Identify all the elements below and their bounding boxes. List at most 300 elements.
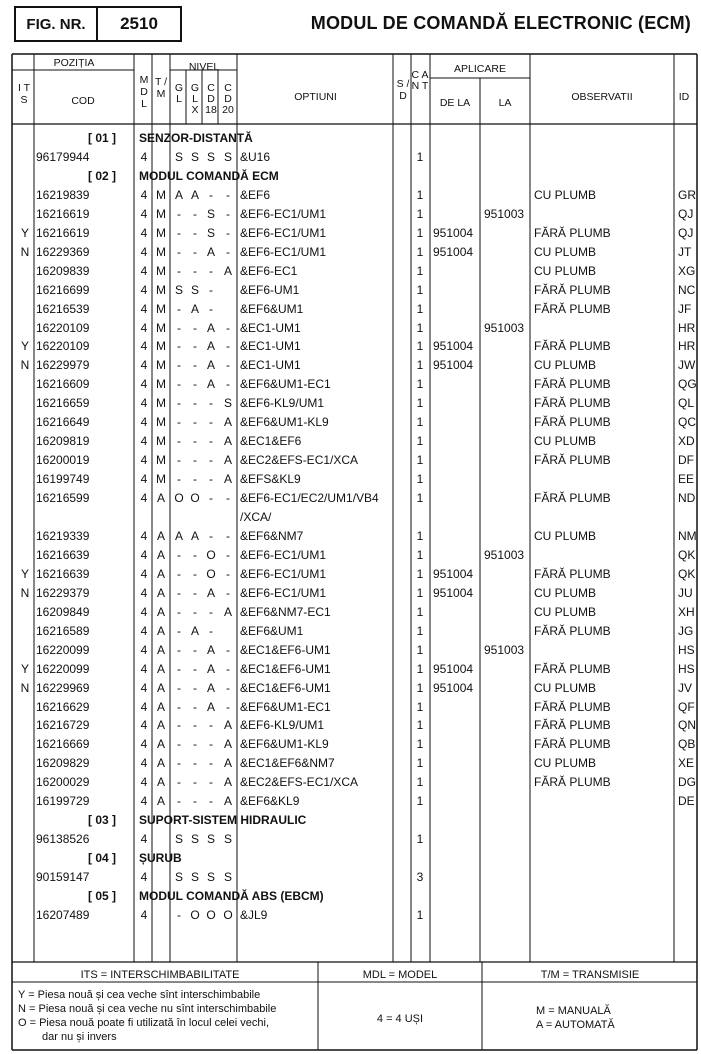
cell-glx: - (193, 339, 197, 354)
cell-cod: 16199749 (36, 472, 90, 487)
cell-cd18: A (206, 661, 215, 676)
section-code: [ 01 ] (87, 131, 116, 145)
cell-cant: 1 (416, 718, 424, 733)
cell-mdl: 4 (140, 358, 148, 373)
cell-opt: &EF6&UM1-KL9 (240, 737, 329, 752)
cell-id: JW (678, 358, 696, 373)
cell-cant: 1 (416, 225, 424, 240)
cell-gl: - (177, 680, 181, 695)
cell-dela: 951004 (433, 680, 474, 695)
header-cd18: C D 18 (205, 82, 217, 116)
legend-o-line2: dar nu și invers (42, 1031, 117, 1043)
cell-id: QN (678, 718, 696, 733)
cell-obs: FĂRĂ PLUMB (534, 415, 611, 430)
cell-cd18: A (206, 642, 215, 657)
cell-cod: 16216659 (36, 396, 90, 411)
cell-gl: - (177, 623, 181, 638)
cell-mdl: 4 (140, 434, 148, 449)
header-aplicare: APLICARE (454, 63, 506, 75)
cell-cd18: A (206, 358, 215, 373)
cell-opt: &EF6&UM1 (240, 623, 304, 638)
cell-its: N (20, 680, 30, 695)
cell-cd20: - (226, 206, 230, 221)
header-dela: DE LA (439, 97, 471, 109)
cell-glx: - (193, 396, 197, 411)
cell-cd20: - (226, 339, 230, 354)
section-code: [ 05 ] (87, 889, 116, 903)
cell-obs: FĂRĂ PLUMB (534, 282, 611, 297)
section-name: ȘURUB (139, 851, 182, 866)
cell-obs: FĂRĂ PLUMB (534, 491, 611, 506)
cell-opt: &EF6&UM1-EC1 (240, 377, 331, 392)
cell-glx: - (193, 794, 197, 809)
cell-cod: 16220099 (36, 661, 90, 676)
cell-mdl: 4 (140, 453, 148, 468)
cell-id: QG (678, 377, 697, 392)
cell-mdl: 4 (140, 396, 148, 411)
cell-opt: &U16 (240, 149, 271, 164)
cell-cant: 1 (416, 604, 424, 619)
cell-gl: - (177, 642, 181, 657)
cell-id: XG (678, 263, 696, 278)
cell-cod: 16216729 (36, 718, 90, 733)
cell-cd20: A (223, 453, 232, 468)
header-gl: G L (174, 82, 184, 105)
cell-gl: - (177, 661, 181, 676)
cell-gl: - (177, 244, 181, 259)
cell-cant: 1 (416, 206, 424, 221)
cell-gl: - (177, 604, 181, 619)
cell-gl: O (174, 491, 184, 506)
cell-cant: 1 (416, 756, 424, 771)
cell-dela: 951004 (433, 244, 474, 259)
cell-cod: 16220109 (36, 320, 90, 335)
cell-opt: &EF6&UM1 (240, 301, 304, 316)
cell-gl: - (177, 263, 181, 278)
cell-mdl: 4 (140, 604, 148, 619)
cell-mdl: 4 (140, 661, 148, 676)
cell-obs: FĂRĂ PLUMB (534, 718, 611, 733)
cell-id: QF (678, 699, 695, 714)
cell-gl: S (174, 282, 183, 297)
legend-mdl: MDL = MODEL (362, 969, 438, 981)
cell-tm: A (156, 680, 165, 695)
cell-tm: M (156, 244, 166, 259)
cell-cod: 16229369 (36, 244, 90, 259)
cell-opt: &EC1&EF6-UM1 (240, 661, 331, 676)
header-observatii: OBSERVATII (571, 91, 633, 103)
cell-gl: - (177, 206, 181, 221)
cell-mdl: 4 (140, 907, 148, 922)
cell-tm: M (156, 282, 166, 297)
cell-cant: 1 (416, 320, 424, 335)
cell-cant: 1 (416, 566, 424, 581)
cell-cd20: - (226, 547, 230, 562)
cell-id: QL (678, 396, 695, 411)
cell-cd18: S (206, 832, 215, 847)
cell-tm: A (156, 794, 165, 809)
cell-id: ND (678, 491, 696, 506)
figure-number: 2510 (120, 14, 158, 33)
legend-n: N = Piesa nouă și cea veche nu sînt interschimbabile (18, 1003, 277, 1015)
cell-cd20: S (223, 149, 232, 164)
cell-cd18: S (206, 225, 215, 240)
cell-obs: CU PLUMB (534, 187, 597, 202)
cell-opt: &EF6-EC1/UM1 (240, 244, 327, 259)
cell-cd18: O (206, 547, 216, 562)
cell-glx: - (193, 377, 197, 392)
section-name: SENZOR-DISTANTĂ (139, 131, 253, 145)
cell-tm: M (156, 453, 166, 468)
section-name: MODUL COMANDĂ ECM (139, 168, 279, 183)
cell-cod: 16216589 (36, 623, 90, 638)
cell-tm: M (156, 301, 166, 316)
cell-obs: CU PLUMB (534, 585, 597, 600)
cell-cant: 1 (416, 794, 424, 809)
cell-glx: - (193, 244, 197, 259)
cell-cant: 1 (416, 358, 424, 373)
cell-opt: &EF6-EC1 (240, 263, 298, 278)
cell-mdl: 4 (140, 263, 148, 278)
cell-cant: 1 (416, 528, 424, 543)
cell-gl: - (177, 907, 181, 922)
header-tm: T / M (154, 76, 168, 100)
cell-opt: &EC1&EF6&NM7 (240, 756, 335, 771)
cell-cd18: A (206, 244, 215, 259)
cell-cant: 1 (416, 680, 424, 695)
cell-dela: 951004 (433, 358, 474, 373)
cell-obs: CU PLUMB (534, 680, 597, 695)
cell-glx: - (193, 206, 197, 221)
cell-opt-continuation: /XCA/ (240, 510, 272, 524)
cell-cant: 1 (416, 149, 424, 164)
cell-tm: M (156, 396, 166, 411)
cell-cd20: - (226, 377, 230, 392)
cell-cd18: - (209, 301, 213, 316)
header-sd: S / D (396, 78, 410, 102)
cell-opt: &EF6&UM1-KL9 (240, 415, 329, 430)
cell-tm: M (156, 263, 166, 278)
cell-mdl: 4 (140, 870, 148, 885)
cell-cant: 1 (416, 396, 424, 411)
figure-label: FIG. NR. (16, 8, 98, 40)
cell-mdl: 4 (140, 585, 148, 600)
cell-glx: - (193, 585, 197, 600)
cell-glx: A (190, 528, 199, 543)
cell-cd18: - (209, 604, 213, 619)
cell-its: Y (20, 339, 29, 354)
cell-cant: 1 (416, 301, 424, 316)
cell-glx: - (193, 756, 197, 771)
header-mdl: M D L (139, 74, 149, 110)
cell-dela: 951004 (433, 339, 474, 354)
cell-tm: A (156, 604, 165, 619)
cell-cod: 16209849 (36, 604, 90, 619)
cell-cd20: - (226, 244, 230, 259)
cell-mdl: 4 (140, 528, 148, 543)
cell-tm: A (156, 661, 165, 676)
cell-tm: A (156, 566, 165, 581)
cell-mdl: 4 (140, 187, 148, 202)
cell-cod: 96138526 (36, 832, 90, 847)
cell-cd20: - (226, 491, 230, 506)
cell-cd20: - (226, 699, 230, 714)
cell-cd18: - (209, 775, 213, 790)
cell-tm: A (156, 585, 165, 600)
legend-its: ITS = INTERSCHIMBABILITATE (80, 969, 240, 981)
cell-cant: 1 (416, 642, 424, 657)
cell-glx: - (193, 566, 197, 581)
page-title: MODUL DE COMANDĂ ELECTRONIC (ECM) (310, 13, 691, 33)
cell-its: Y (20, 566, 29, 581)
cell-cod: 16207489 (36, 907, 90, 922)
section-code: [ 03 ] (87, 813, 116, 828)
cell-opt: &EC1&EF6-UM1 (240, 642, 331, 657)
cell-obs: CU PLUMB (534, 263, 597, 278)
cell-cd20: S (223, 870, 232, 885)
cell-cant: 1 (416, 623, 424, 638)
cell-obs: FĂRĂ PLUMB (534, 453, 611, 468)
cell-cant: 1 (416, 661, 424, 676)
cell-gl: S (174, 870, 183, 885)
cell-cd18: A (206, 585, 215, 600)
cell-gl: - (177, 434, 181, 449)
cell-cant: 1 (416, 832, 424, 847)
cell-opt: &EC2&EFS-EC1/XCA (240, 453, 359, 468)
cell-obs: CU PLUMB (534, 434, 597, 449)
cell-cd20: A (223, 434, 232, 449)
cell-la: 951003 (484, 642, 525, 657)
cell-gl: - (177, 301, 181, 316)
cell-obs: FĂRĂ PLUMB (534, 623, 611, 638)
cell-obs: CU PLUMB (534, 358, 597, 373)
cell-glx: S (190, 149, 199, 164)
cell-obs: FĂRĂ PLUMB (534, 699, 611, 714)
cell-id: NC (678, 282, 696, 297)
cell-cd18: - (209, 623, 213, 638)
cell-gl: S (174, 832, 183, 847)
cell-cd20: A (223, 718, 232, 733)
header-its: I T S (17, 82, 31, 106)
cell-cod: 16216639 (36, 547, 90, 562)
cell-cod: 16219839 (36, 187, 90, 202)
cell-cod: 16220099 (36, 642, 90, 657)
cell-cd18: - (209, 396, 213, 411)
cell-cd18: - (209, 491, 213, 506)
cell-glx: - (193, 718, 197, 733)
cell-glx: - (193, 358, 197, 373)
cell-gl: - (177, 358, 181, 373)
cell-id: NM (678, 528, 697, 543)
cell-glx: O (190, 491, 200, 506)
header-cant: C A N T (411, 69, 429, 92)
cell-glx: - (193, 434, 197, 449)
cell-cant: 1 (416, 282, 424, 297)
cell-cd20: A (223, 604, 232, 619)
cell-cd18: A (206, 339, 215, 354)
cell-glx: - (193, 737, 197, 752)
cell-gl: A (174, 187, 183, 202)
cell-glx: - (193, 472, 197, 487)
cell-cod: 16216599 (36, 491, 90, 506)
cell-id: DG (678, 775, 696, 790)
cell-opt: &EFS&KL9 (240, 472, 301, 487)
cell-glx: - (193, 604, 197, 619)
cell-tm: M (156, 320, 166, 335)
cell-tm: A (156, 718, 165, 733)
cell-glx: S (190, 870, 199, 885)
cell-glx: - (193, 699, 197, 714)
cell-id: QK (678, 566, 696, 581)
cell-gl: - (177, 320, 181, 335)
cell-tm: A (156, 623, 165, 638)
legend-usi: 4 = 4 UȘI (376, 1013, 424, 1025)
cell-tm: A (156, 756, 165, 771)
cell-mdl: 4 (140, 623, 148, 638)
cell-opt: &EF6-EC1/UM1 (240, 566, 327, 581)
cell-cd18: - (209, 794, 213, 809)
cell-mdl: 4 (140, 149, 148, 164)
cell-cd20: A (223, 263, 232, 278)
page-header (0, 0, 701, 50)
cell-glx: A (190, 301, 199, 316)
cell-opt: &JL9 (240, 907, 268, 922)
cell-glx: - (193, 642, 197, 657)
cell-cd18: - (209, 528, 213, 543)
cell-cod: 16216629 (36, 699, 90, 714)
cell-cd18: - (209, 434, 213, 449)
cell-tm: A (156, 737, 165, 752)
header-cd20: C D 20 (222, 82, 234, 116)
cell-cod: 16216649 (36, 415, 90, 430)
cell-cant: 1 (416, 187, 424, 202)
cell-mdl: 4 (140, 756, 148, 771)
cell-cod: 16229969 (36, 680, 90, 695)
legend-y: Y = Piesa nouă și cea veche sînt interschimbabile (18, 989, 261, 1001)
cell-mdl: 4 (140, 547, 148, 562)
cell-cd20: - (226, 642, 230, 657)
cell-glx: O (190, 907, 200, 922)
cell-cd18: - (209, 718, 213, 733)
cell-id: GR (678, 187, 696, 202)
header-optiuni: OPTIUNI (294, 91, 337, 103)
cell-cant: 1 (416, 415, 424, 430)
cell-gl: - (177, 339, 181, 354)
cell-cd20: A (223, 737, 232, 752)
cell-obs: FĂRĂ PLUMB (534, 339, 611, 354)
cell-gl: - (177, 453, 181, 468)
cell-opt: &EF6 (240, 187, 271, 202)
cell-cd18: A (206, 699, 215, 714)
cell-cod: 90159147 (36, 870, 90, 885)
cell-obs: FĂRĂ PLUMB (534, 566, 611, 581)
cell-cd20: - (226, 528, 230, 543)
cell-cod: 16229379 (36, 585, 90, 600)
cell-id: DE (678, 794, 695, 809)
cell-its: N (20, 358, 30, 373)
cell-opt: &EC1-UM1 (240, 358, 301, 373)
cell-cod: 16220109 (36, 339, 90, 354)
cell-opt: &EF6&NM7 (240, 528, 304, 543)
cell-mdl: 4 (140, 301, 148, 316)
cell-id: JT (678, 244, 692, 259)
header-nivel: NIVEL (188, 61, 220, 73)
cell-gl: - (177, 737, 181, 752)
cell-obs: FĂRĂ PLUMB (534, 301, 611, 316)
cell-gl: - (177, 472, 181, 487)
cell-cd18: O (206, 566, 216, 581)
section-name: SUPORT-SISTEM HIDRAULIC (139, 813, 307, 828)
legend-auto: A = AUTOMATĂ (536, 1019, 615, 1031)
cell-tm: A (156, 528, 165, 543)
cell-mdl: 4 (140, 415, 148, 430)
cell-gl: A (174, 528, 183, 543)
cell-cd18: S (206, 149, 215, 164)
cell-opt: &EF6-KL9/UM1 (240, 718, 325, 733)
cell-cd20: S (223, 832, 232, 847)
cell-cd20: - (226, 187, 230, 202)
cell-cd20: - (226, 358, 230, 373)
cell-mdl: 4 (140, 377, 148, 392)
cell-its: N (20, 585, 30, 600)
cell-cd18: - (209, 263, 213, 278)
cell-cd20: - (226, 566, 230, 581)
cell-cant: 1 (416, 377, 424, 392)
cell-cant: 1 (416, 907, 424, 922)
cell-cod: 16209829 (36, 756, 90, 771)
cell-cod: 16199729 (36, 794, 90, 809)
cell-cod: 16216699 (36, 282, 90, 297)
cell-tm: A (156, 642, 165, 657)
cell-tm: M (156, 339, 166, 354)
cell-gl: - (177, 396, 181, 411)
cell-mdl: 4 (140, 244, 148, 259)
cell-id: HS (678, 642, 695, 657)
cell-cant: 1 (416, 775, 424, 790)
cell-tm: M (156, 472, 166, 487)
cell-cod: 16216539 (36, 301, 90, 316)
cell-cd20: A (223, 472, 232, 487)
cell-obs: FĂRĂ PLUMB (534, 775, 611, 790)
cell-glx: - (193, 680, 197, 695)
cell-mdl: 4 (140, 491, 148, 506)
section-code: [ 02 ] (87, 168, 116, 183)
cell-opt: &EF6-EC1/UM1 (240, 225, 327, 240)
cell-cd20: - (226, 680, 230, 695)
cell-cant: 1 (416, 472, 424, 487)
cell-cant: 1 (416, 547, 424, 562)
cell-tm: A (156, 775, 165, 790)
cell-its: N (20, 244, 30, 259)
cell-cant: 1 (416, 737, 424, 752)
cell-cant: 1 (416, 699, 424, 714)
cell-obs: FĂRĂ PLUMB (534, 377, 611, 392)
cell-cd18: - (209, 756, 213, 771)
cell-cant: 1 (416, 263, 424, 278)
cell-id: HS (678, 661, 695, 676)
cell-cant: 1 (416, 585, 424, 600)
cell-mdl: 4 (140, 775, 148, 790)
cell-cod: 16216619 (36, 225, 90, 240)
cell-cd18: - (209, 737, 213, 752)
cell-opt: &EC1&EF6-UM1 (240, 680, 331, 695)
cell-mdl: 4 (140, 794, 148, 809)
cell-la: 951003 (484, 206, 525, 221)
cell-cd20: O (223, 907, 233, 922)
cell-cd18: - (209, 415, 213, 430)
cell-cd20: A (223, 794, 232, 809)
cell-tm: M (156, 206, 166, 221)
